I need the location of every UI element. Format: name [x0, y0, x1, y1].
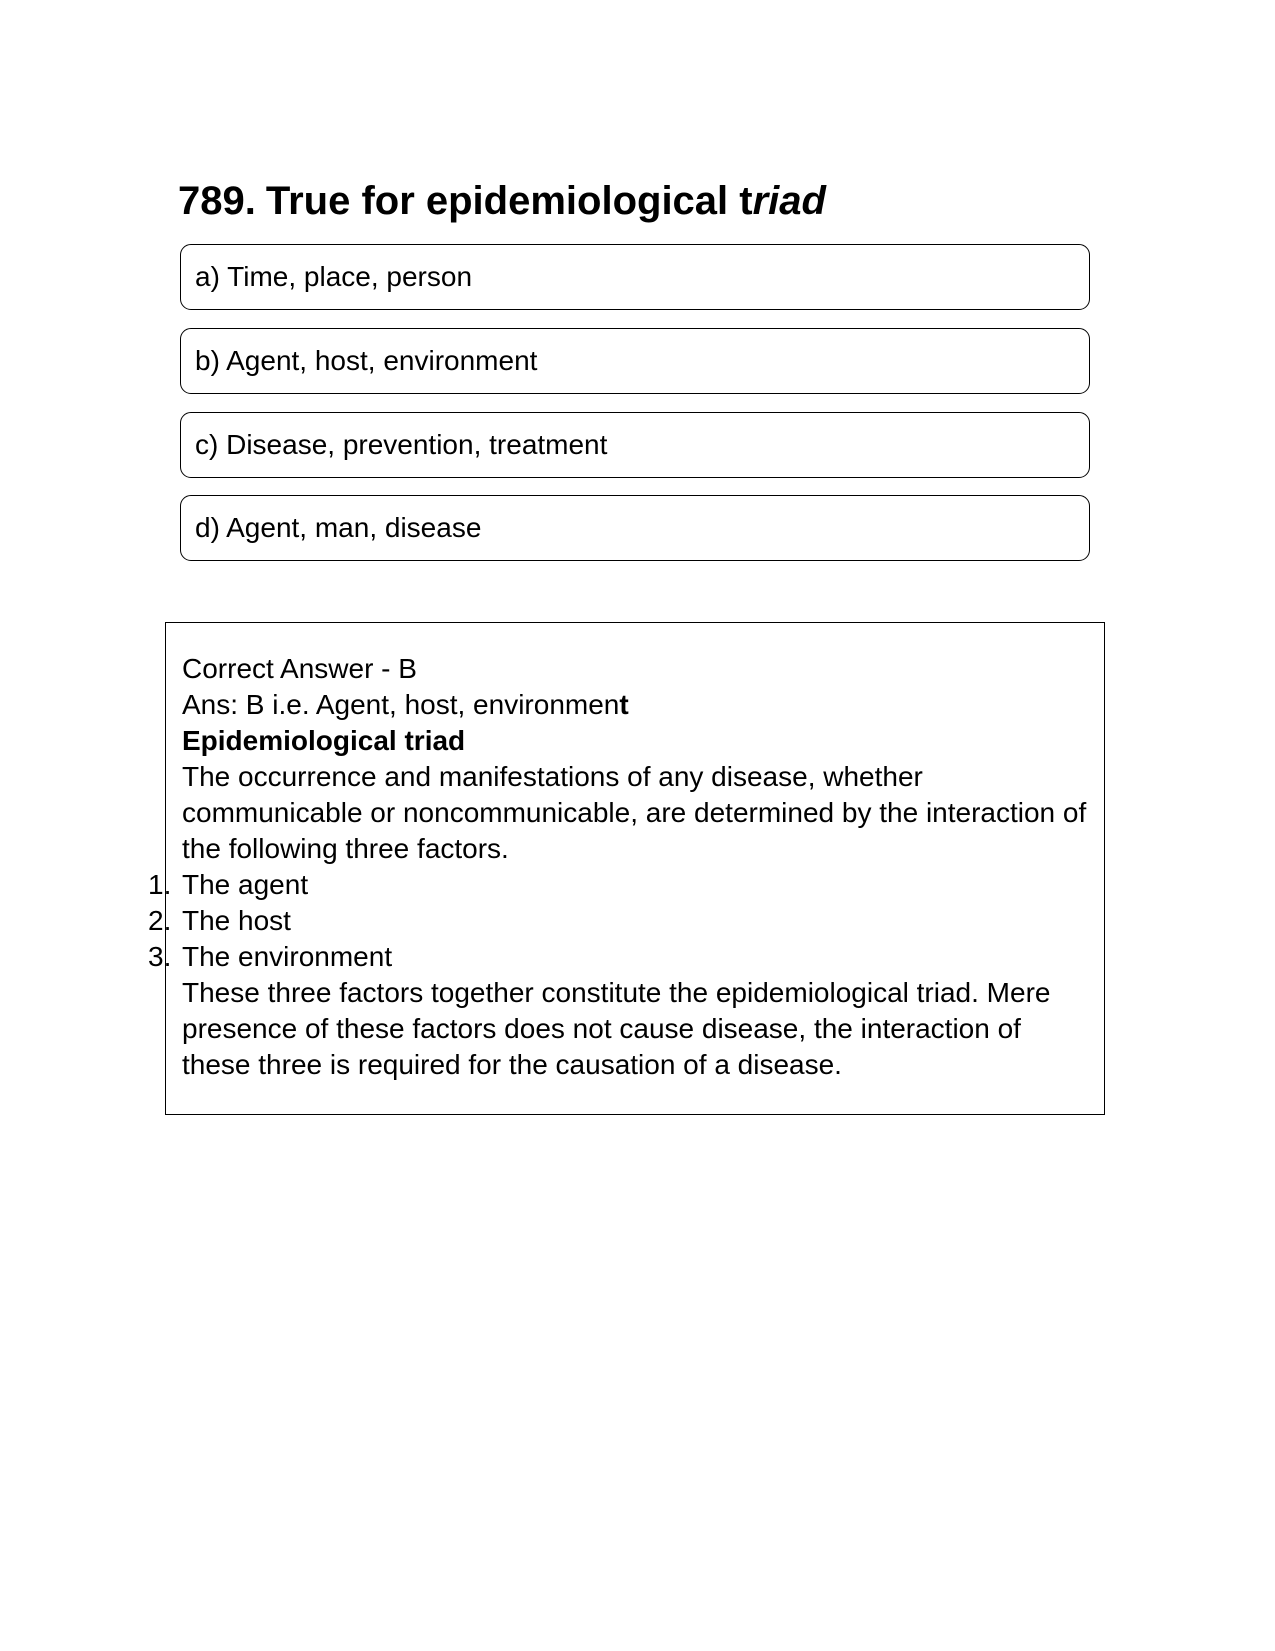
factor-text: The agent	[182, 869, 309, 900]
answer-content	[148, 651, 1087, 1083]
answer-explanation-box	[148, 622, 1105, 1115]
factor-item	[148, 867, 1087, 903]
explanation-intro: The occurrence and manifestations of any disease, whether communicable or noncommunicable, are determined by the interaction of the following three factors.	[182, 761, 1087, 864]
question-text: True for epidemiological t	[265, 179, 753, 223]
factor-marker: 1.	[148, 869, 172, 900]
question-title	[178, 176, 826, 226]
factor-text: The environment	[182, 941, 393, 972]
factor-marker: 3.	[148, 941, 172, 972]
answer-line-bold: t	[619, 689, 629, 720]
question-number: 789.	[178, 179, 256, 223]
option-c[interactable]: c) Disease, prevention, treatment	[180, 412, 1090, 478]
factor-item	[148, 939, 1087, 975]
correct-answer: Correct Answer - B	[182, 653, 417, 684]
factor-marker: 2.	[148, 905, 172, 936]
option-b[interactable]: b) Agent, host, environment	[180, 328, 1090, 394]
answer-line	[182, 687, 1087, 723]
option-d[interactable]: d) Agent, man, disease	[180, 495, 1090, 561]
option-a[interactable]: a) Time, place, person	[180, 244, 1090, 310]
factor-text: The host	[182, 905, 291, 936]
factor-item	[148, 903, 1087, 939]
answer-line-text: Ans: B i.e. Agent, host, environmen	[182, 689, 620, 720]
explanation-conclusion: These three factors together constitute the epidemiological triad. Mere presence of these factors does not cause disease, the interaction of these three is required for the causation of a disease.	[182, 977, 1051, 1080]
question-text-italic: riad	[752, 179, 826, 223]
explanation-heading: Epidemiological triad	[182, 725, 466, 756]
